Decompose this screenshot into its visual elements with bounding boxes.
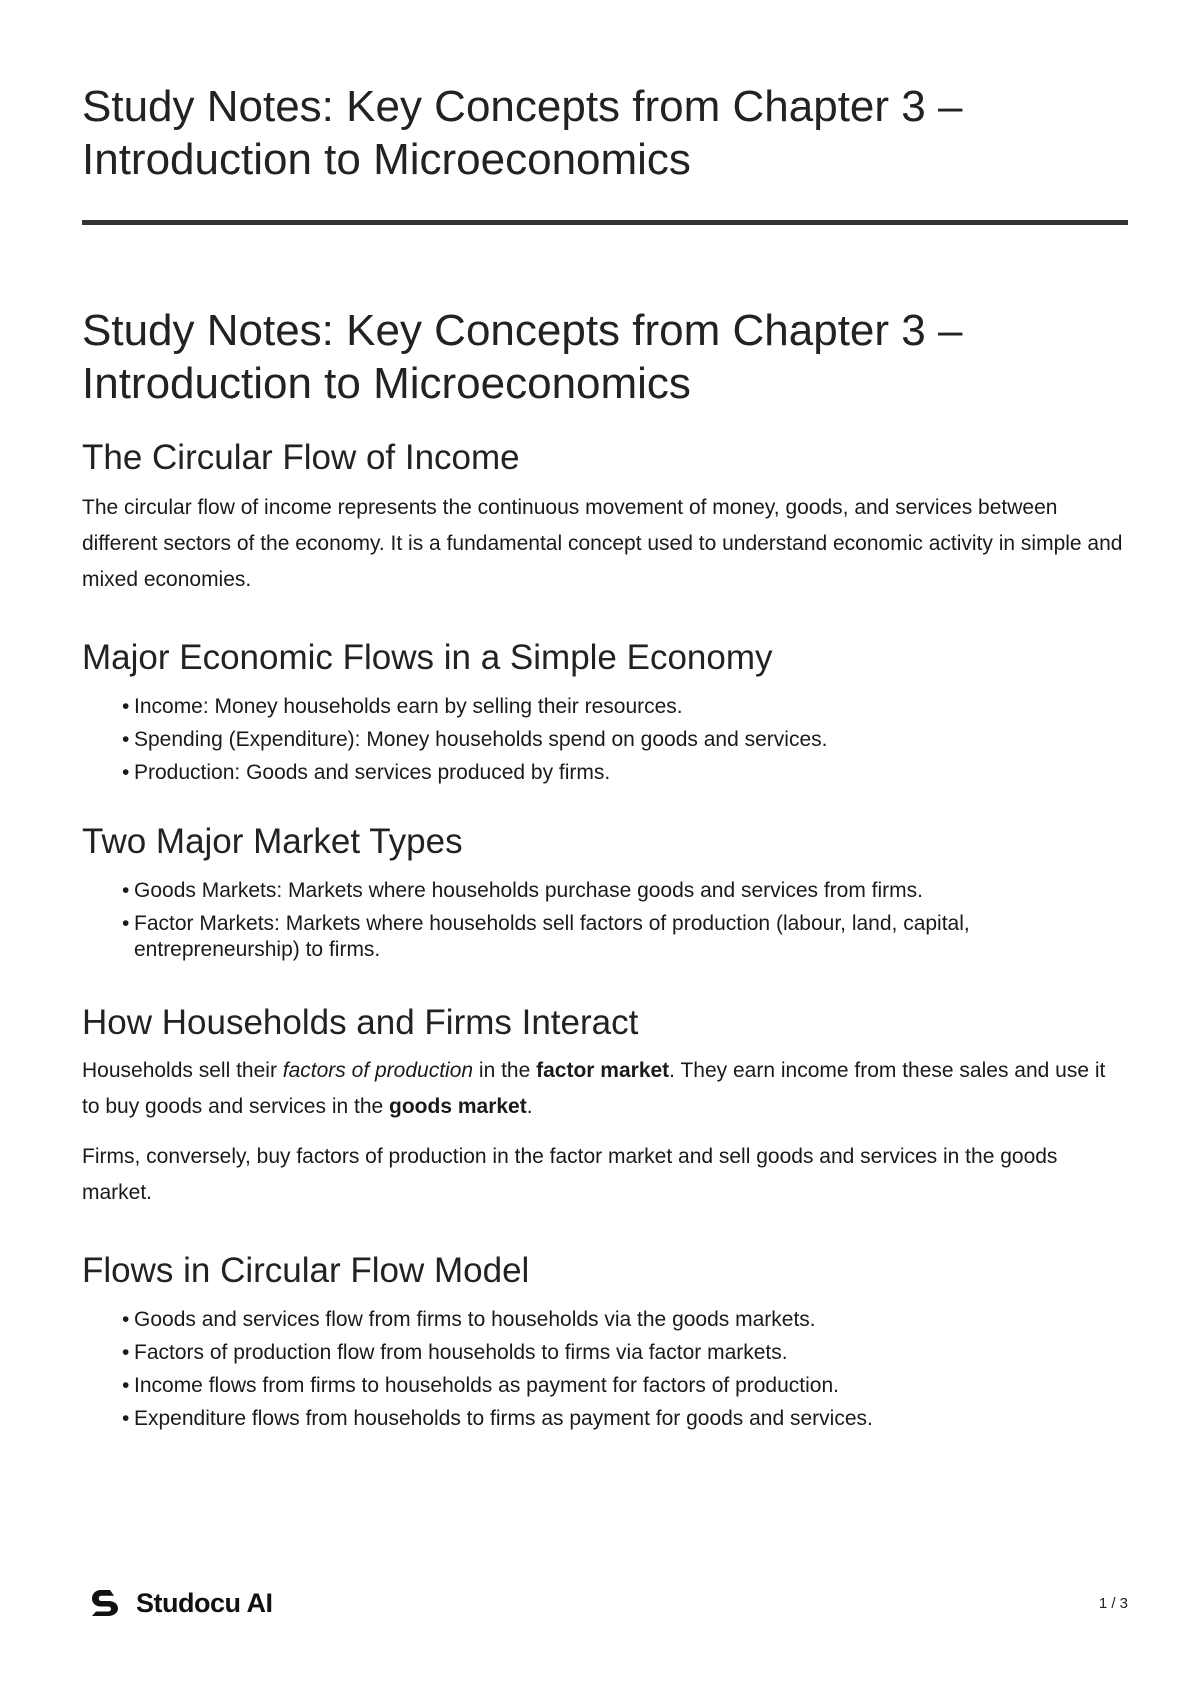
bold-text: factor market xyxy=(536,1059,670,1082)
section-heading: Flows in Circular Flow Model xyxy=(82,1251,530,1290)
content-title: Study Notes: Key Concepts from Chapter 3 – Introduction to Microeconomics xyxy=(82,306,963,408)
section-circular-flow xyxy=(82,436,1128,598)
section-market-types xyxy=(82,820,1128,963)
text-run: in the xyxy=(473,1059,537,1082)
section-paragraph xyxy=(82,1053,1128,1125)
list-item: • Factors of production flow from households to firms via factor markets. xyxy=(82,1340,1128,1366)
page-footer xyxy=(88,1582,1128,1622)
document-title: Study Notes: Key Concepts from Chapter 3 – Introduction to Microeconomics xyxy=(82,82,963,184)
bullet-list xyxy=(82,694,1128,786)
section-paragraph: The circular flow of income represents the continuous movement of money, goods, and services between different sectors of the economy. It is a fundamental concept used to understand economic activity in simple and mixed economies. xyxy=(82,496,1123,591)
title-divider xyxy=(82,220,1128,225)
section-major-flows xyxy=(82,636,1128,786)
text-run: Households sell their xyxy=(82,1059,283,1082)
page-number: 1 / 3 xyxy=(1098,1595,1128,1612)
brand-name: Studocu AI xyxy=(136,1588,273,1618)
section-heading: Major Economic Flows in a Simple Economy xyxy=(82,638,773,677)
text-run: . They earn income from these sales and use it to buy goods and services in the xyxy=(82,1059,1106,1118)
studocu-logo-icon xyxy=(88,1586,122,1620)
section-paragraph: Firms, conversely, buy factors of production in the factor market and sell goods and services in the goods market. xyxy=(82,1145,1058,1204)
list-item: • Factor Markets: Markets where households sell factors of production (labour, land, capital, entrepreneurship) to firms. xyxy=(82,911,1128,963)
text-run: . xyxy=(526,1095,533,1118)
list-item: • Spending (Expenditure): Money households spend on goods and services. xyxy=(82,727,1128,753)
bullet-list xyxy=(82,1307,1128,1432)
section-heading: The Circular Flow of Income xyxy=(82,438,520,477)
italic-text: factors of production xyxy=(282,1059,474,1082)
bullet-list xyxy=(82,878,1128,963)
list-item: • Expenditure flows from households to firms as payment for goods and services. xyxy=(82,1406,1128,1432)
section-heading: Two Major Market Types xyxy=(82,822,463,861)
section-interaction xyxy=(82,1001,1128,1211)
list-item: • Goods and services flow from firms to households via the goods markets. xyxy=(82,1307,1128,1333)
section-heading: How Households and Firms Interact xyxy=(82,1003,639,1042)
list-item: • Income: Money households earn by selling their resources. xyxy=(82,694,1128,720)
list-item: • Goods Markets: Markets where households purchase goods and services from firms. xyxy=(82,878,1128,904)
list-item: • Production: Goods and services produced by firms. xyxy=(82,760,1128,786)
document-content xyxy=(82,304,1128,1439)
bold-text: goods market xyxy=(389,1095,527,1118)
list-item: • Income flows from firms to households as payment for factors of production. xyxy=(82,1373,1128,1399)
section-model-flows xyxy=(82,1249,1128,1432)
